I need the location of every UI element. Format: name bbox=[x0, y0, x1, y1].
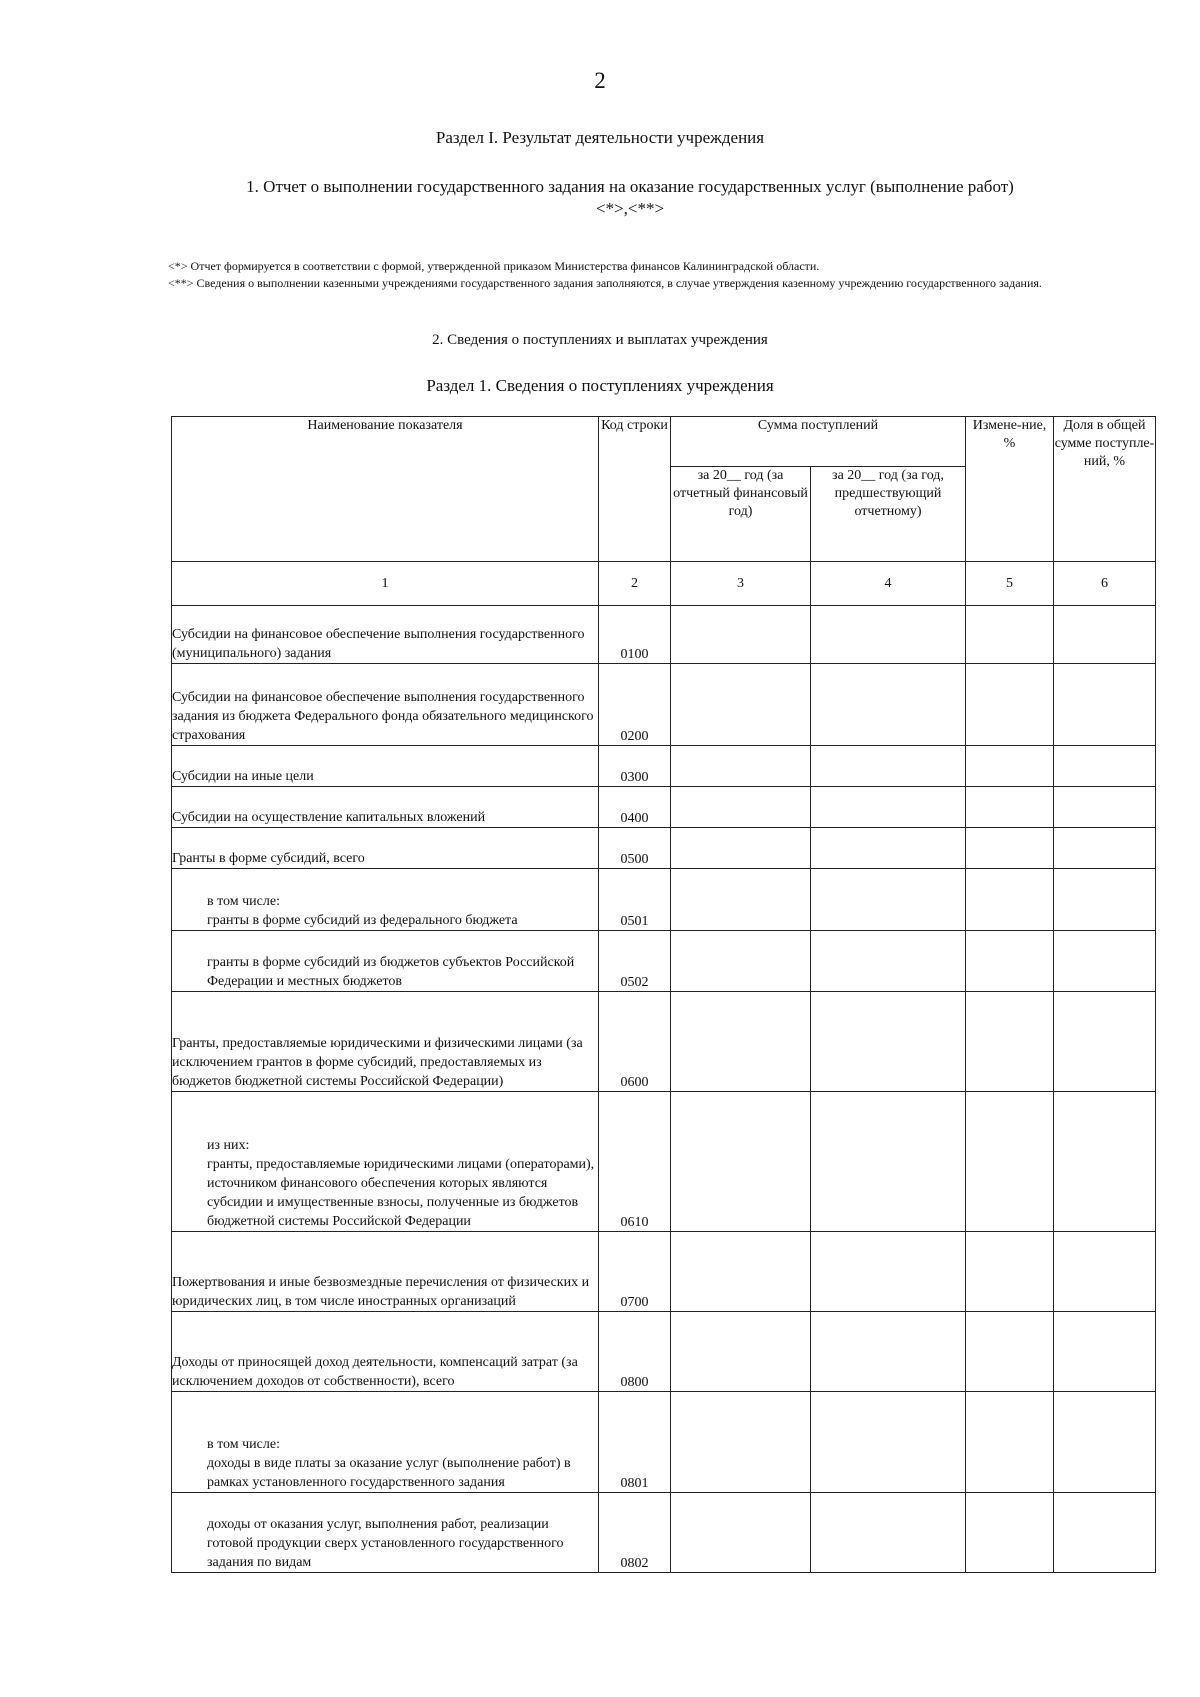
cell-sum-current[interactable] bbox=[671, 1392, 811, 1493]
cell-sum-current[interactable] bbox=[671, 787, 811, 828]
cell-sum-previous[interactable] bbox=[811, 869, 966, 931]
report-title bbox=[150, 176, 1110, 220]
cell-sum-previous[interactable] bbox=[811, 992, 966, 1092]
table-row bbox=[172, 1392, 1156, 1493]
cell-share[interactable] bbox=[1054, 1493, 1156, 1573]
cell-change[interactable] bbox=[966, 869, 1054, 931]
row-name: из них: гранты, предоставляемые юридическими лицами (операторами), источником финансового обеспечения которых являются субсидии и имущественные взносы, полученные из бюджетов бюджетной системы Российской Федерации bbox=[172, 1092, 599, 1232]
header-sum: Сумма поступлений bbox=[671, 417, 966, 467]
table-row bbox=[172, 746, 1156, 787]
row-name: в том числе: гранты в форме субсидий из федерального бюджета bbox=[172, 869, 599, 931]
column-number: 5 bbox=[966, 562, 1054, 606]
cell-change[interactable] bbox=[966, 1232, 1054, 1312]
cell-share[interactable] bbox=[1054, 606, 1156, 664]
cell-sum-current[interactable] bbox=[671, 1092, 811, 1232]
cell-change[interactable] bbox=[966, 1312, 1054, 1392]
cell-sum-previous[interactable] bbox=[811, 1392, 966, 1493]
column-number-row bbox=[172, 562, 1156, 606]
cell-sum-previous[interactable] bbox=[811, 787, 966, 828]
cell-share[interactable] bbox=[1054, 787, 1156, 828]
header-code: Код строки bbox=[599, 417, 671, 562]
row-name: гранты в форме субсидий из бюджетов субъектов Российской Федерации и местных бюджетов bbox=[172, 931, 599, 992]
cell-sum-previous[interactable] bbox=[811, 664, 966, 746]
header-row-1 bbox=[172, 417, 1156, 467]
cell-change[interactable] bbox=[966, 992, 1054, 1092]
table-row bbox=[172, 664, 1156, 746]
cell-share[interactable] bbox=[1054, 869, 1156, 931]
cell-change[interactable] bbox=[966, 664, 1054, 746]
row-code: 0502 bbox=[599, 931, 671, 992]
cell-change[interactable] bbox=[966, 1493, 1054, 1573]
cell-sum-previous[interactable] bbox=[811, 606, 966, 664]
table-row bbox=[172, 992, 1156, 1092]
cell-sum-current[interactable] bbox=[671, 606, 811, 664]
footnote-1: <*> Отчет формируется в соответствии с формой, утвержденной приказом Министерства финансов Калининградской области. bbox=[168, 259, 820, 273]
cell-sum-current[interactable] bbox=[671, 1493, 811, 1573]
footnotes bbox=[168, 258, 1150, 292]
cell-share[interactable] bbox=[1054, 664, 1156, 746]
cell-share[interactable] bbox=[1054, 992, 1156, 1092]
report-title-line1: 1. Отчет о выполнении государственного задания на оказание государственных услуг (выполнение работ) bbox=[246, 177, 1014, 196]
row-code: 0400 bbox=[599, 787, 671, 828]
row-name: Гранты в форме субсидий, всего bbox=[172, 828, 599, 869]
page-number: 2 bbox=[594, 68, 606, 93]
table-row bbox=[172, 1312, 1156, 1392]
table-row bbox=[172, 1493, 1156, 1573]
cell-sum-previous[interactable] bbox=[811, 931, 966, 992]
row-code: 0300 bbox=[599, 746, 671, 787]
cell-sum-current[interactable] bbox=[671, 1312, 811, 1392]
row-code: 0610 bbox=[599, 1092, 671, 1232]
row-name: Субсидии на осуществление капитальных вложений bbox=[172, 787, 599, 828]
table-row bbox=[172, 606, 1156, 664]
cell-sum-current[interactable] bbox=[671, 1232, 811, 1312]
section-heading: Раздел I. Результат деятельности учреждения bbox=[435, 128, 765, 147]
header-share: Доля в общей сумме поступле-ний, % bbox=[1054, 417, 1156, 562]
column-number: 4 bbox=[811, 562, 966, 606]
header-sum-previous: за 20__ год (за год, предшествующий отчетному) bbox=[811, 467, 966, 562]
row-code: 0200 bbox=[599, 664, 671, 746]
table-row bbox=[172, 828, 1156, 869]
cell-change[interactable] bbox=[966, 1092, 1054, 1232]
row-name: Доходы от приносящей доход деятельности, компенсаций затрат (за исключением доходов от собственности), всего bbox=[172, 1312, 599, 1392]
cell-share[interactable] bbox=[1054, 1092, 1156, 1232]
cell-change[interactable] bbox=[966, 787, 1054, 828]
footnote-2: <**> Сведения о выполнении казенными учреждениями государственного задания заполняются, в случае утверждения казенному учреждению государственного задания. bbox=[168, 276, 1042, 290]
header-change: Измене-ние, % bbox=[966, 417, 1054, 562]
header-name: Наименование показателя bbox=[172, 417, 599, 562]
cell-change[interactable] bbox=[966, 746, 1054, 787]
cell-sum-previous[interactable] bbox=[811, 828, 966, 869]
cell-change[interactable] bbox=[966, 606, 1054, 664]
cell-sum-previous[interactable] bbox=[811, 746, 966, 787]
row-name: доходы от оказания услуг, выполнения работ, реализации готовой продукции сверх установленного государственного задания по видам bbox=[172, 1493, 599, 1573]
row-name: Пожертвования и иные безвозмездные перечисления от физических и юридических лиц, в том числе иностранных организаций bbox=[172, 1232, 599, 1312]
column-number: 2 bbox=[599, 562, 671, 606]
row-code: 0500 bbox=[599, 828, 671, 869]
cell-share[interactable] bbox=[1054, 1392, 1156, 1493]
column-number: 1 bbox=[172, 562, 599, 606]
cell-sum-current[interactable] bbox=[671, 828, 811, 869]
cell-change[interactable] bbox=[966, 828, 1054, 869]
row-name: Субсидии на финансовое обеспечение выполнения государственного задания из бюджета Федерального фонда обязательного медицинского страхования bbox=[172, 664, 599, 746]
cell-share[interactable] bbox=[1054, 828, 1156, 869]
table-row bbox=[172, 1092, 1156, 1232]
cell-sum-current[interactable] bbox=[671, 664, 811, 746]
row-name: Гранты, предоставляемые юридическими и физическими лицами (за исключением грантов в форме субсидий, предоставляемых из бюджетов бюджетной системы Российской Федерации) bbox=[172, 992, 599, 1092]
row-code: 0100 bbox=[599, 606, 671, 664]
row-name: в том числе: доходы в виде платы за оказание услуг (выполнение работ) в рамках установленного государственного задания bbox=[172, 1392, 599, 1493]
row-code: 0800 bbox=[599, 1312, 671, 1392]
table-row bbox=[172, 931, 1156, 992]
cell-change[interactable] bbox=[966, 931, 1054, 992]
subsection-title: 2. Сведения о поступлениях и выплатах учреждения bbox=[432, 332, 768, 348]
row-name: Субсидии на иные цели bbox=[172, 746, 599, 787]
cell-sum-current[interactable] bbox=[671, 746, 811, 787]
receipts-table bbox=[171, 416, 1156, 1573]
table-title: Раздел 1. Сведения о поступлениях учреждения bbox=[426, 376, 774, 395]
column-number: 6 bbox=[1054, 562, 1156, 606]
cell-share[interactable] bbox=[1054, 1232, 1156, 1312]
row-code: 0700 bbox=[599, 1232, 671, 1312]
row-code: 0801 bbox=[599, 1392, 671, 1493]
row-name: Субсидии на финансовое обеспечение выполнения государственного (муниципального) задания bbox=[172, 606, 599, 664]
row-code: 0802 bbox=[599, 1493, 671, 1573]
column-number: 3 bbox=[671, 562, 811, 606]
cell-share[interactable] bbox=[1054, 931, 1156, 992]
cell-share[interactable] bbox=[1054, 746, 1156, 787]
header-sum-current: за 20__ год (за отчетный финансовый год) bbox=[671, 467, 811, 562]
cell-sum-current[interactable] bbox=[671, 931, 811, 992]
cell-share[interactable] bbox=[1054, 1312, 1156, 1392]
row-code: 0600 bbox=[599, 992, 671, 1092]
cell-sum-previous[interactable] bbox=[811, 1493, 966, 1573]
cell-sum-current[interactable] bbox=[671, 992, 811, 1092]
table-row bbox=[172, 1232, 1156, 1312]
cell-sum-previous[interactable] bbox=[811, 1232, 966, 1312]
report-title-line2: <*>,<**> bbox=[595, 199, 665, 218]
cell-sum-previous[interactable] bbox=[811, 1092, 966, 1232]
table-row bbox=[172, 787, 1156, 828]
cell-sum-previous[interactable] bbox=[811, 1312, 966, 1392]
cell-change[interactable] bbox=[966, 1392, 1054, 1493]
table-row bbox=[172, 869, 1156, 931]
row-code: 0501 bbox=[599, 869, 671, 931]
cell-sum-current[interactable] bbox=[671, 869, 811, 931]
